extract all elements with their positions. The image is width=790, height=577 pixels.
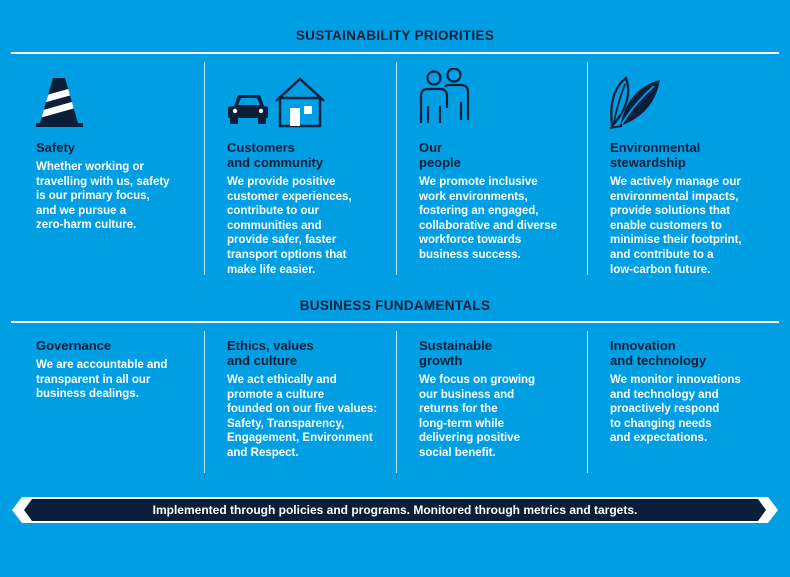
priority-title: Customers and community bbox=[227, 140, 324, 170]
column-divider bbox=[396, 62, 397, 275]
priority-safety bbox=[36, 140, 204, 233]
priority-text: We actively manage our environmental impacts, provide solutions that enable customers to minimise their footprint, and contribute to a low-carbon future. bbox=[610, 176, 742, 276]
banner-text: Implemented through policies and programs. Monitored through metrics and targets. bbox=[152, 503, 638, 517]
priority-title: Our people bbox=[419, 140, 461, 170]
priority-title: Safety bbox=[36, 140, 76, 155]
fundamental-text: We focus on growing our business and returns for the long-term while delivering positive social benefit. bbox=[419, 374, 536, 459]
sustainability-rule bbox=[11, 52, 779, 54]
business-fundamentals-heading: BUSINESS FUNDAMENTALS bbox=[299, 298, 491, 313]
column-divider bbox=[204, 62, 205, 275]
fundamental-title: Governance bbox=[36, 338, 112, 353]
fundamental-title: Ethics, values and culture bbox=[227, 338, 314, 368]
traffic-cone-icon bbox=[36, 76, 86, 130]
fundamental-ethics-values-culture bbox=[227, 338, 395, 461]
column-divider bbox=[204, 331, 205, 473]
fundamentals-rule bbox=[11, 321, 779, 323]
column-divider bbox=[396, 331, 397, 473]
column-divider bbox=[587, 331, 588, 473]
priority-text: We promote inclusive work environments, fostering an engaged, collaborative and diverse workforce towards business success. bbox=[419, 176, 558, 261]
leaves-icon bbox=[608, 74, 664, 130]
priority-environmental-stewardship bbox=[610, 140, 778, 277]
column-divider bbox=[587, 62, 588, 275]
fundamental-sustainable-growth bbox=[419, 338, 587, 461]
fundamental-text: We act ethically and promote a culture founded on our five values: Safety, Transparency, Engagement, Environment and Respect. bbox=[227, 374, 378, 459]
car-icon bbox=[228, 95, 268, 124]
priority-title: Environmental stewardship bbox=[610, 140, 701, 170]
priority-customers-community bbox=[227, 140, 395, 277]
fundamental-text: We monitor innovations and technology and proactively respond to changing needs and expectations. bbox=[610, 374, 741, 445]
fundamental-text: We are accountable and transparent in all our business dealings. bbox=[36, 359, 168, 401]
fundamental-innovation-technology bbox=[610, 338, 778, 446]
fundamental-title: Innovation and technology bbox=[610, 338, 707, 368]
car-and-house-icon bbox=[226, 76, 330, 130]
sustainability-priorities-heading: SUSTAINABILITY PRIORITIES bbox=[295, 28, 495, 43]
priority-text: We provide positive customer experiences, contribute to our communities and provide safer, faster transport options that make life easier. bbox=[227, 176, 352, 276]
house-icon bbox=[276, 79, 324, 126]
people-icon bbox=[418, 68, 474, 130]
priority-our-people bbox=[419, 140, 587, 263]
fundamental-governance bbox=[36, 338, 204, 402]
priority-text: Whether working or travelling with us, safety is our primary focus, and we pursue a zero-harm culture. bbox=[36, 161, 170, 232]
fundamental-title: Sustainable growth bbox=[419, 338, 492, 368]
implementation-banner bbox=[12, 497, 778, 523]
